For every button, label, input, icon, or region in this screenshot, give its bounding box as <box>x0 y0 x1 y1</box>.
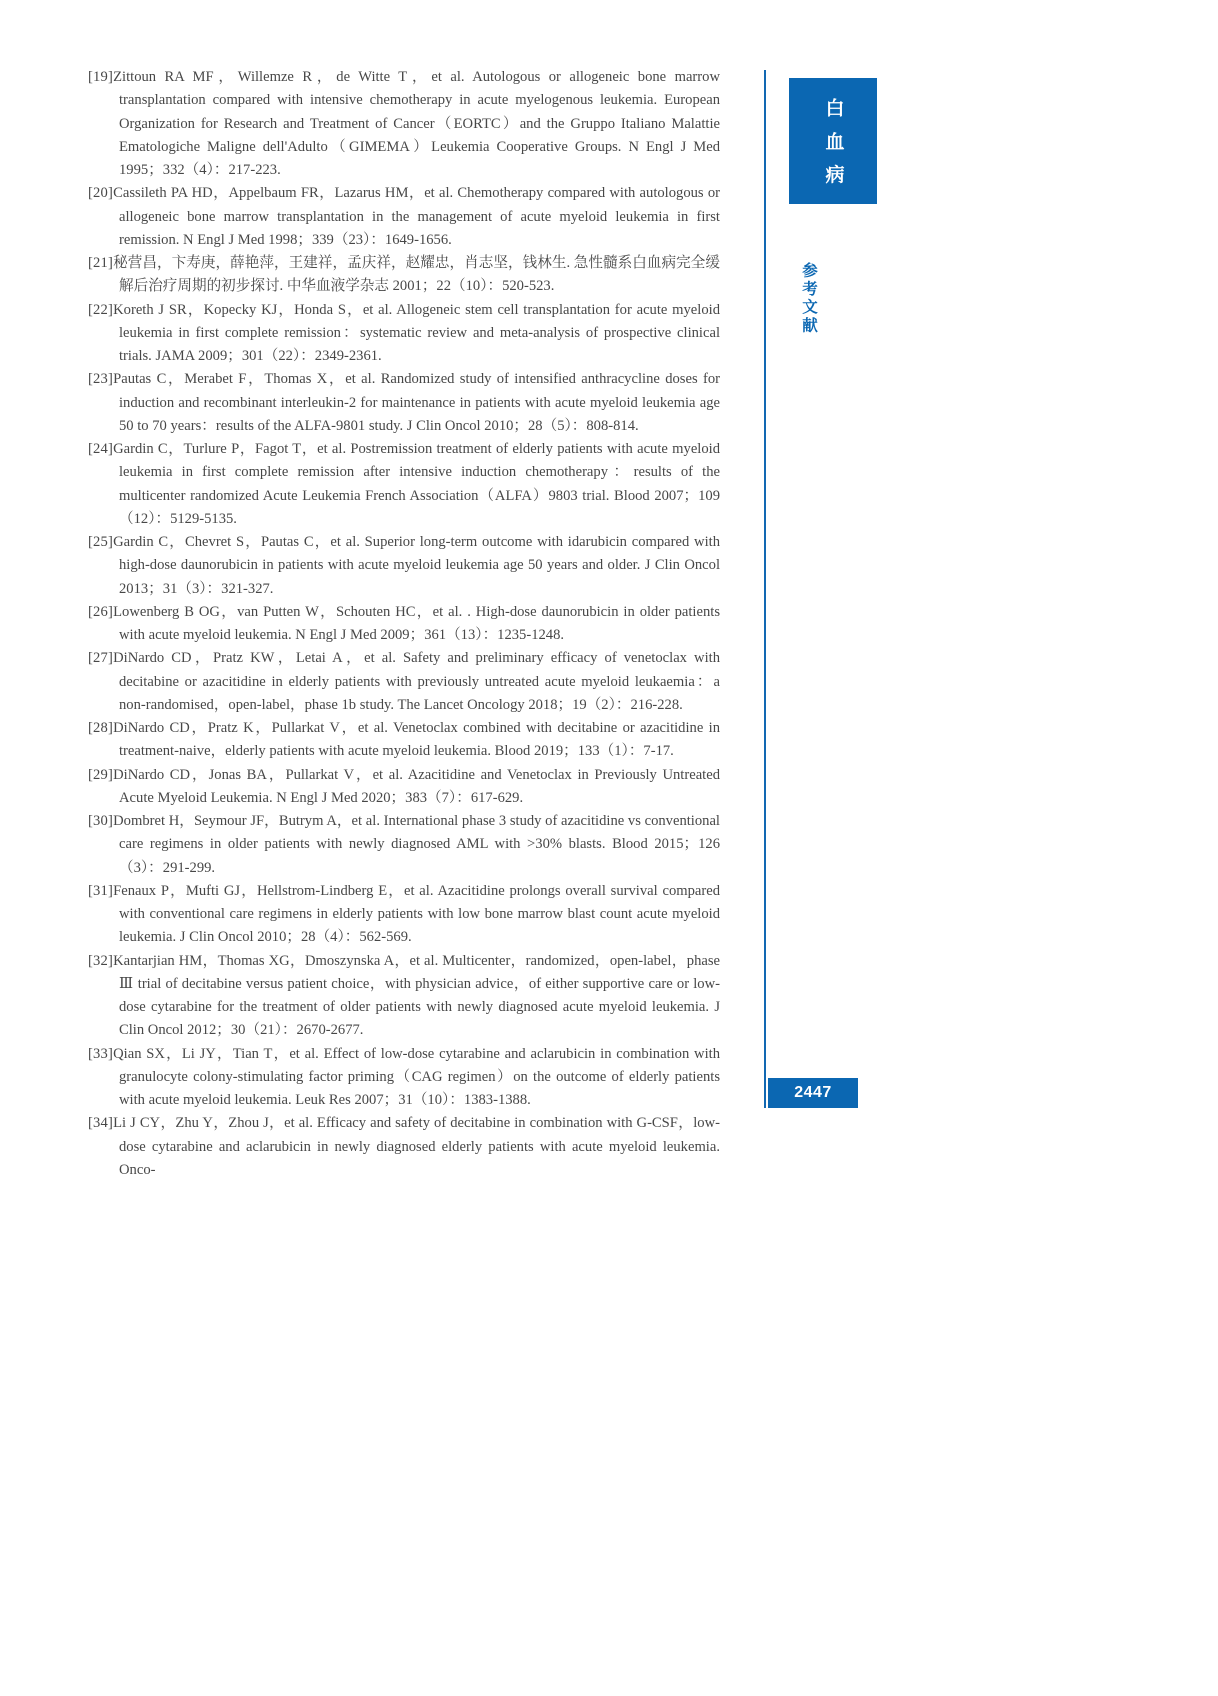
chapter-tab <box>789 78 877 204</box>
reference-text: Qian SX，Li JY，Tian T，et al. Effect of low-dose cytarabine and aclarubicin in combination with granulocyte colony-stimulating factor priming（CAG regimen）on the outcome of elderly patients with acute myeloid leukemia. Leuk Res 2007；31（10）：1383-1388. <box>113 1045 720 1108</box>
reference-text: Lowenberg B OG，van Putten W，Schouten HC，et al. . High-dose daunorubicin in older patients with acute myeloid leukemia. N Engl J Med 2009；361（13）：1235-1248. <box>113 603 720 643</box>
reference-item <box>88 950 720 1043</box>
section-label: 参考文献 <box>800 262 817 336</box>
reference-number: [30] <box>88 813 114 829</box>
reference-item <box>88 810 720 880</box>
reference-number: [31] <box>88 882 114 899</box>
reference-text: Pautas C，Merabet F，Thomas X，et al. Randomized study of intensified anthracycline doses for induction and recombinant interleukin-2 for maintenance in patients with acute myeloid leukemia age 50 to 70 years：results of the ALFA-9801 study. J Clin Oncol 2010；28（5）：808-814. <box>113 371 720 434</box>
reference-number: [33] <box>88 1045 114 1062</box>
page-number-badge <box>768 1078 858 1108</box>
reference-item <box>88 717 720 764</box>
reference-number: [32] <box>88 952 114 969</box>
reference-number: [24] <box>88 441 114 457</box>
reference-text: Zittoun RA MF，Willemze R，de Witte T，et al. Autologous or allogeneic bone marrow transplantation compared with intensive chemotherapy in acute myelogenous leukemia. European Organization for Research and Treatment of Cancer（EORTC）and the Gruppo Italiano Malattie Ematologiche Maligne dell'Adulto（GIMEMA）Leukemia Cooperative Groups. N Engl J Med 1995；332（4）：217-223. <box>113 69 720 178</box>
reference-text: 秘营昌，卞寿庚，薛艳萍，王建祥，孟庆祥，赵耀忠，肖志坚，钱林生. 急性髓系白血病完全缓解后治疗周期的初步探讨. 中华血液学杂志 2001；22（10）：520-523. <box>113 255 720 295</box>
reference-item <box>88 368 720 438</box>
reference-number: [25] <box>88 534 114 550</box>
reference-number: [28] <box>88 720 114 736</box>
reference-number: [23] <box>88 371 114 388</box>
reference-text: DiNardo CD，Jonas BA，Pullarkat V，et al. Azacitidine and Venetoclax in Previously Untreated Acute Myeloid Leukemia. N Engl J Med 2020；383（7）：617-629. <box>113 766 720 806</box>
reference-item <box>88 764 720 811</box>
reference-text: Cassileth PA HD，Appelbaum FR，Lazarus HM，et al. Chemotherapy compared with autologous or allogeneic bone marrow transplantation in the management of acute myeloid leukemia in first remission. N Engl J Med 1998；339（23）：1649-1656. <box>113 185 720 248</box>
reference-item <box>88 531 720 601</box>
reference-text: Gardin C，Chevret S，Pautas C，et al. Superior long-term outcome with idarubicin compared with high-dose daunorubicin in patients with acute myeloid leukemia age 50 years and older. J Clin Oncol 2013；31（3）：321-327. <box>113 534 720 597</box>
reference-text: DiNardo CD，Pratz KW，Letai A，et al. Safety and preliminary efficacy of venetoclax with decitabine or azacitidine in elderly patients with previously untreated acute myeloid leukaemia：a non-randomised，open-label，phase 1b study. The Lancet Oncology 2018；19（2）：216-228. <box>113 650 720 713</box>
reference-number: [20] <box>88 185 114 202</box>
page-number: 2447 <box>794 1084 832 1101</box>
reference-number: [22] <box>88 301 114 318</box>
reference-number: [26] <box>88 603 114 620</box>
reference-item <box>88 647 720 717</box>
references-list <box>88 66 720 1182</box>
sidebar-divider-rule <box>764 70 766 1108</box>
reference-number: [19] <box>88 69 114 85</box>
reference-number: [29] <box>88 766 114 783</box>
reference-text: Li J CY，Zhu Y，Zhou J，et al. Efficacy and safety of decitabine in combination with G-CSF，low-dose cytarabine and aclarubicin in newly diagnosed elderly patients with acute myeloid leukemia. Onco- <box>113 1115 720 1178</box>
reference-text: Fenaux P，Mufti GJ，Hellstrom-Lindberg E，et al. Azacitidine prolongs overall survival compared with conventional care regimens in elderly patients with low bone marrow blast count acute myeloid leukemia. J Clin Oncol 2010；28（4）：562-569. <box>113 882 720 946</box>
reference-item <box>88 438 720 531</box>
reference-item <box>88 252 720 299</box>
reference-text: DiNardo CD，Pratz K，Pullarkat V，et al. Venetoclax combined with decitabine or azacitidine in treatment-naive，elderly patients with acute myeloid leukemia. Blood 2019；133（1）：7-17. <box>113 720 720 760</box>
reference-text: Dombret H，Seymour JF，Butrym A，et al. International phase 3 study of azacitidine vs conventional care regimens in older patients with newly diagnosed AML with >30% blasts. Blood 2015；126（3）：291-299. <box>113 813 720 876</box>
reference-item <box>88 66 720 182</box>
reference-item <box>88 299 720 369</box>
reference-text: Kantarjian HM，Thomas XG，Dmoszynska A，et al. Multicenter，randomized，open-label，phase Ⅲ trial of decitabine versus patient choice，with physician advice，of either supportive care or low-dose cytarabine for the treatment of older patients with newly diagnosed acute myeloid leukemia. J Clin Oncol 2012；30（21）：2670-2677. <box>113 952 720 1039</box>
reference-text: Gardin C，Turlure P，Fagot T，et al. Postremission treatment of elderly patients with acute myeloid leukemia in first complete remission after intensive induction chemotherapy：results of the multicenter randomized Acute Leukemia French Association（ALFA）9803 trial. Blood 2007；109（12）：5129-5135. <box>113 441 720 527</box>
reference-number: [34] <box>88 1115 114 1132</box>
reference-number: [21] <box>88 255 114 271</box>
reference-item <box>88 601 720 648</box>
chapter-tab-label: 白血病 <box>822 98 844 198</box>
reference-item <box>88 1112 720 1182</box>
reference-item <box>88 1043 720 1113</box>
reference-item <box>88 880 720 950</box>
reference-number: [27] <box>88 650 114 667</box>
reference-item <box>88 182 720 252</box>
reference-text: Koreth J SR，Kopecky KJ，Honda S，et al. Allogeneic stem cell transplantation for acute myeloid leukemia in first complete remission：systematic review and meta-analysis of prospective clinical trials. JAMA 2009；301（22）：2349-2361. <box>113 301 720 364</box>
